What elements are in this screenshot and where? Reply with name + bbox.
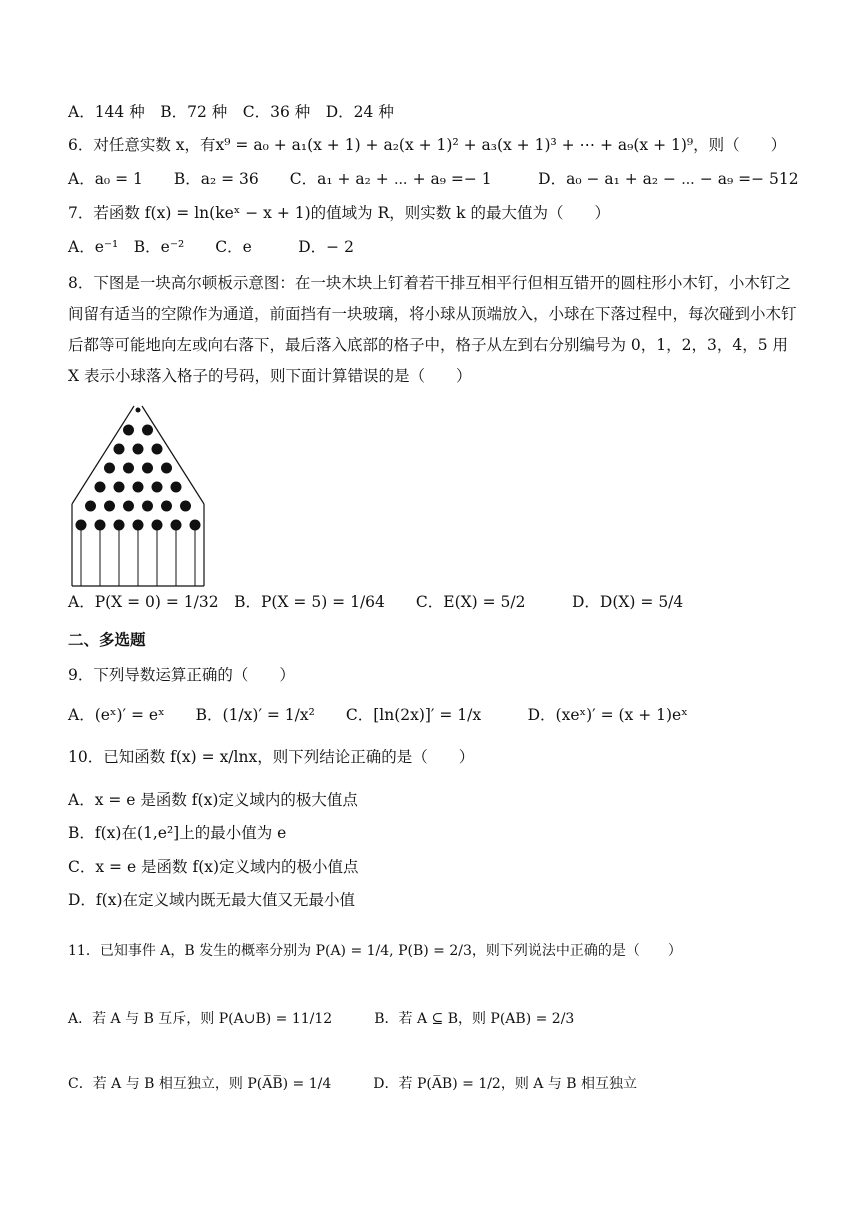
q10-option-c: C．x = e 是函数 f(x)定义域内的极小值点	[68, 858, 359, 876]
q10-option-d: D．f(x)在定义域内既无最大值又无最小值	[68, 891, 356, 909]
q10-option-a: A．x = e 是函数 f(x)定义域内的极大值点	[68, 791, 358, 809]
q6-options: A．a₀ = 1 B．a₂ = 36 C．a₁ + a₂ + ⋯ + a₉ =− 1 D．a₀ − a₁ + a₂ − ⋯ − a₉ =− 512	[68, 170, 799, 188]
galton-peg	[104, 501, 115, 512]
galton-board-figure	[68, 404, 208, 590]
galton-peg	[133, 444, 144, 455]
galton-peg	[171, 482, 182, 493]
galton-peg	[142, 501, 153, 512]
galton-peg	[123, 425, 134, 436]
galton-peg	[104, 463, 115, 474]
galton-peg	[114, 482, 125, 493]
q9-stem: 9．下列导数运算正确的（ ）	[68, 666, 295, 684]
galton-peg	[142, 463, 153, 474]
q10-stem: 10．已知函数 f(x) = x/lnx，则下列结论正确的是（ ）	[68, 748, 475, 766]
galton-peg	[161, 463, 172, 474]
q8-options: A．P(X = 0) = 1/32 B．P(X = 5) = 1/64 C．E(X) = 5/2 D．D(X) = 5/4	[68, 593, 684, 611]
galton-peg	[85, 501, 96, 512]
galton-peg	[142, 425, 153, 436]
q11-options-ab: A．若 A 与 B 互斥，则 P(A∪B) = 11/12 B．若 A ⊆ B，则 P(AB) = 2/3	[68, 1011, 575, 1027]
section-title: 二、多选题	[68, 631, 146, 649]
q11-stem: 11．已知事件 A，B 发生的概率分别为 P(A) = 1/4, P(B) = 2/3，则下列说法中正确的是（ ）	[68, 943, 682, 959]
q8-stem: 8．下图是一块高尔顿板示意图：在一块木块上钉着若干排互相平行但相互错开的圆柱形小木钉，小木钉之间留有适当的空隙作为通道，前面挡有一块玻璃，将小球从顶端放入，小球在下落过程中，每次碰到小木钉后都等可能地向左或向右落下，最后落入底部的格子中，格子从左到右分别编号为 0，1，2，3，4，5 用 X 表示小球落入格子的号码，则下面计算错误的是（ ）	[68, 274, 797, 385]
galton-peg	[123, 463, 134, 474]
q9-options: A．(eˣ)′ = eˣ B．(1/x)′ = 1/x² C．[ln(2x)]′ = 1/x D．(xeˣ)′ = (x + 1)eˣ	[68, 706, 688, 724]
galton-peg	[114, 444, 125, 455]
galton-peg	[95, 482, 106, 493]
galton-peg	[133, 482, 144, 493]
galton-peg	[152, 482, 163, 493]
q7-stem: 7．若函数 f(x) = ln(keˣ − x + 1)的值域为 R，则实数 k 的最大值为（ ）	[68, 204, 611, 222]
galton-peg	[152, 444, 163, 455]
galton-peg	[123, 501, 134, 512]
galton-peg	[136, 408, 141, 413]
galton-peg	[180, 501, 191, 512]
q7-options: A．e⁻¹ B．e⁻² C．e D．− 2	[68, 238, 354, 256]
q10-option-b: B．f(x)在(1,e²]上的最小值为 e	[68, 824, 287, 842]
q11-options-cd: C．若 A 与 B 相互独立，则 P(A̅B̅) = 1/4 D．若 P(A̅B) = 1/2，则 A 与 B 相互独立	[68, 1076, 638, 1092]
q5-options: A．144 种 B．72 种 C．36 种 D．24 种	[68, 103, 394, 121]
galton-peg	[161, 501, 172, 512]
galton-board-dividers	[81, 525, 195, 586]
q6-stem: 6．对任意实数 x，有x⁹ = a₀ + a₁(x + 1) + a₂(x + 1)² + a₃(x + 1)³ + ⋯ + a₉(x + 1)⁹，则（ ）	[68, 136, 787, 154]
